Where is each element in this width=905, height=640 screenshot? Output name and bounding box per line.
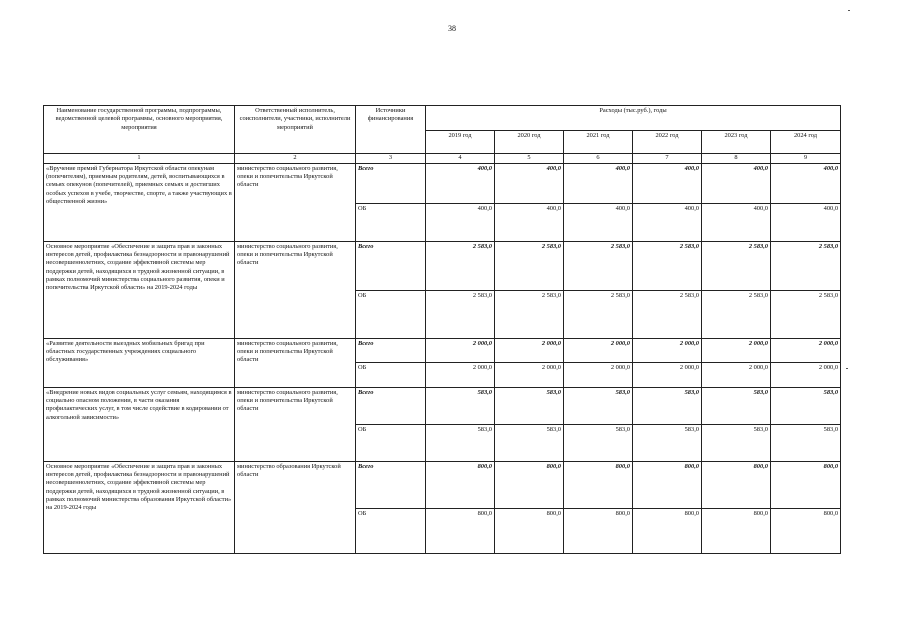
executor-name: министерство образования Иркутской области: [235, 461, 356, 553]
ob-value: 2 583,0: [702, 290, 771, 338]
total-value: 800,0: [495, 461, 564, 508]
ob-value: 800,0: [702, 508, 771, 553]
total-value: 2 583,0: [633, 241, 702, 290]
page-number: 38: [448, 24, 456, 33]
total-value: 583,0: [495, 387, 564, 424]
header-source: Источники финансирования: [356, 106, 426, 154]
header-year: 2023 год: [702, 131, 771, 154]
ob-value: 2 000,0: [564, 362, 633, 387]
total-value: 400,0: [702, 163, 771, 203]
executor-name: министерство социального развития, опеки и попечительства Иркутской области: [235, 338, 356, 387]
ob-value: 800,0: [633, 508, 702, 553]
source-ob-label: ОБ: [356, 203, 426, 241]
ob-value: 583,0: [702, 424, 771, 461]
total-value: 2 000,0: [564, 338, 633, 362]
total-value: 400,0: [771, 163, 841, 203]
source-ob-label: ОБ: [356, 290, 426, 338]
total-value: 800,0: [633, 461, 702, 508]
ob-value: 583,0: [633, 424, 702, 461]
total-value: 2 583,0: [702, 241, 771, 290]
scan-speck: [848, 10, 850, 11]
total-value: 400,0: [426, 163, 495, 203]
ob-value: 583,0: [564, 424, 633, 461]
source-ob-label: ОБ: [356, 508, 426, 553]
ob-value: 400,0: [564, 203, 633, 241]
total-value: 400,0: [564, 163, 633, 203]
source-total-label: Всего: [356, 163, 426, 203]
ob-value: 400,0: [771, 203, 841, 241]
ob-value: 400,0: [633, 203, 702, 241]
ob-value: 583,0: [426, 424, 495, 461]
total-value: 800,0: [771, 461, 841, 508]
budget-table: [43, 105, 841, 554]
table-row: [44, 163, 841, 203]
column-number: 5: [495, 154, 564, 164]
ob-value: 400,0: [495, 203, 564, 241]
ob-value: 583,0: [771, 424, 841, 461]
ob-value: 400,0: [702, 203, 771, 241]
column-number: 1: [44, 154, 235, 164]
table-row: [44, 338, 841, 362]
column-number: 9: [771, 154, 841, 164]
total-value: 2 000,0: [702, 338, 771, 362]
header-year: 2022 год: [633, 131, 702, 154]
header-executor: Ответственный исполнитель, соисполнители, участники, исполнители мероприятий: [235, 106, 356, 154]
total-value: 2 000,0: [633, 338, 702, 362]
total-value: 2 583,0: [771, 241, 841, 290]
program-name: Основное мероприятие «Обеспечение и защита прав и законных интересов детей, профилактика безнадзорности и правонарушений несовершеннолетних, создание эффективной системы мер поддержки детей, находящихся в трудной жизненной ситуации, в рамках полномочий министерства социального развития, опеки и попечительства Иркутской области» на 2019-2024 годы: [44, 241, 235, 338]
column-number: 4: [426, 154, 495, 164]
total-value: 2 000,0: [495, 338, 564, 362]
ob-value: 2 000,0: [633, 362, 702, 387]
total-value: 583,0: [564, 387, 633, 424]
ob-value: 2 583,0: [426, 290, 495, 338]
column-number: 3: [356, 154, 426, 164]
ob-value: 2 000,0: [426, 362, 495, 387]
header-expenses: Расходы (тыс.руб.), годы: [426, 106, 841, 131]
total-value: 800,0: [426, 461, 495, 508]
total-value: 2 583,0: [426, 241, 495, 290]
total-value: 2 000,0: [771, 338, 841, 362]
ob-value: 800,0: [564, 508, 633, 553]
source-total-label: Всего: [356, 338, 426, 362]
ob-value: 2 000,0: [771, 362, 841, 387]
executor-name: министерство социального развития, опеки и попечительства Иркутской области: [235, 387, 356, 461]
column-number: 2: [235, 154, 356, 164]
table-row: [44, 241, 841, 290]
column-number-row: [44, 154, 841, 164]
total-value: 2 583,0: [564, 241, 633, 290]
table-body: [44, 154, 841, 554]
program-name: Основное мероприятие «Обеспечение и защита прав и законных интересов детей, профилактика безнадзорности и правонарушений несовершеннолетних, создание эффективной системы мер поддержки детей, находящихся в трудной жизненной ситуации, в рамках полномочий министерства образования Иркутской области» на 2019-2024 годы: [44, 461, 235, 553]
table-header: [44, 106, 841, 154]
source-total-label: Всего: [356, 241, 426, 290]
ob-value: 800,0: [495, 508, 564, 553]
total-value: 583,0: [426, 387, 495, 424]
scan-speck: [846, 368, 848, 369]
ob-value: 583,0: [495, 424, 564, 461]
ob-value: 800,0: [426, 508, 495, 553]
program-name: «Внедрение новых видов социальных услуг семьям, находящимся в социально опасном положении, в части оказания профилактических услуг, в том числе содействие в кодировании от алкогольной зависимости»: [44, 387, 235, 461]
program-name: «Развитие деятельности выездных мобильных бригад при областных государственных учреждениях социального обслуживания»: [44, 338, 235, 387]
total-value: 583,0: [633, 387, 702, 424]
column-number: 7: [633, 154, 702, 164]
header-program: Наименование государственной программы, подпрограммы, ведомственной целевой программы, основного мероприятия, мероприятия: [44, 106, 235, 154]
ob-value: 2 000,0: [702, 362, 771, 387]
total-value: 2 583,0: [495, 241, 564, 290]
program-name: «Вручение премий Губернатора Иркутской области опекунам (попечителям), приемным родителям, детей, воспитывающихся в семьях опекунов (попечителей), приемных семьях и достигших особых успехов в учебе, творчестве, спорте, а также участвующих в общественной жизни»: [44, 163, 235, 241]
total-value: 400,0: [495, 163, 564, 203]
ob-value: 2 000,0: [495, 362, 564, 387]
header-year: 2019 год: [426, 131, 495, 154]
total-value: 400,0: [633, 163, 702, 203]
ob-value: 2 583,0: [771, 290, 841, 338]
source-ob-label: ОБ: [356, 424, 426, 461]
total-value: 583,0: [702, 387, 771, 424]
table-row: [44, 461, 841, 508]
table-row: [44, 387, 841, 424]
total-value: 583,0: [771, 387, 841, 424]
executor-name: министерство социального развития, опеки и попечительства Иркутской области: [235, 163, 356, 241]
ob-value: 2 583,0: [495, 290, 564, 338]
column-number: 8: [702, 154, 771, 164]
ob-value: 2 583,0: [564, 290, 633, 338]
source-total-label: Всего: [356, 387, 426, 424]
source-total-label: Всего: [356, 461, 426, 508]
ob-value: 400,0: [426, 203, 495, 241]
source-ob-label: ОБ: [356, 362, 426, 387]
header-year: 2020 год: [495, 131, 564, 154]
ob-value: 2 583,0: [633, 290, 702, 338]
ob-value: 800,0: [771, 508, 841, 553]
executor-name: министерство социального развития, опеки и попечительства Иркутской области: [235, 241, 356, 338]
column-number: 6: [564, 154, 633, 164]
header-year: 2021 год: [564, 131, 633, 154]
total-value: 800,0: [564, 461, 633, 508]
total-value: 800,0: [702, 461, 771, 508]
header-year: 2024 год: [771, 131, 841, 154]
total-value: 2 000,0: [426, 338, 495, 362]
